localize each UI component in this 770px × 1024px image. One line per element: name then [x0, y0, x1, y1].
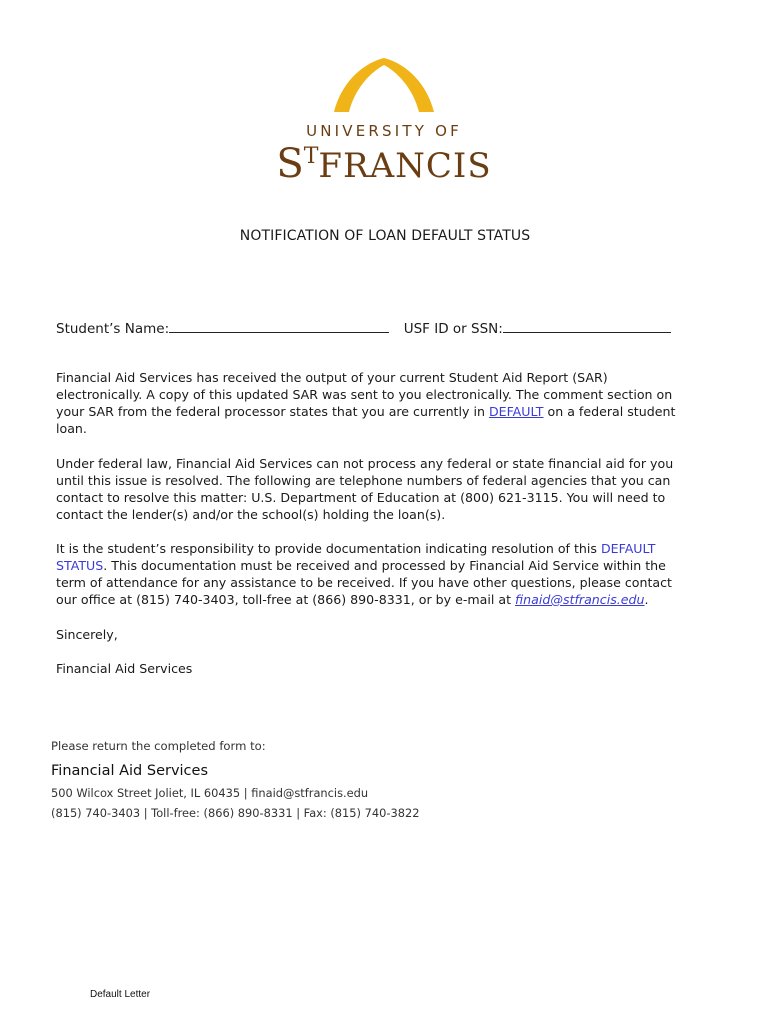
student-info-line — [56, 318, 671, 337]
logo-francis: FRANCIS — [318, 146, 492, 186]
paragraph-responsibility-text: It is the student’s responsibility to provide documentation indicating resolution of this — [56, 541, 601, 556]
university-logo — [252, 58, 517, 186]
page-title: NOTIFICATION OF LOAN DEFAULT STATUS — [239, 228, 531, 244]
default-link[interactable]: DEFAULT — [488, 404, 544, 419]
closing: Sincerely, — [56, 627, 118, 642]
paragraph-sar-text-end: on a federal student loan. — [56, 404, 676, 436]
email-link[interactable]: finaid@stfrancis.edu — [515, 592, 645, 607]
paragraph-sar-text: Financial Aid Services has received the output of your current Student Aid Report (SAR) electronically. A copy of this updated SAR was sent to you electronically. The comment section on your SAR from the federal processor states that you are currently in — [56, 370, 673, 419]
logo-line1: UNIVERSITY OF — [306, 122, 462, 140]
paragraph-sar — [56, 369, 686, 437]
default-status-text: DEFAULT STATUS — [56, 541, 656, 573]
office-phone: (815) 740-3403 | Toll-free: (866) 890-8331 | Fax: (815) 740-3822 — [51, 806, 420, 820]
svg-text:STFRANCIS — [276, 141, 491, 186]
student-name-field[interactable] — [169, 318, 389, 333]
footer-label: Default Letter — [90, 989, 151, 1000]
logo-s: S — [276, 141, 304, 186]
paragraph-responsibility — [56, 540, 686, 608]
office-address: 500 Wilcox Street Joliet, IL 60435 | finaid@stfrancis.edu — [51, 786, 369, 800]
usf-id-label: USF ID or SSN: — [403, 321, 503, 337]
student-name-label: Student’s Name: — [56, 321, 170, 337]
paragraph-responsibility-text-mid: . This documentation must be received and processed by Financial Aid Service within the term of attendance for any assistance to be received. If you have other questions, please contact our office at (815) 740-3403, toll-free at (866) 890-8331, or by e-mail at — [56, 558, 672, 607]
office-name: Financial Aid Services — [51, 763, 209, 779]
logo-t: T — [303, 144, 319, 169]
return-instructions: Please return the completed form to: — [51, 739, 266, 753]
usf-id-field[interactable] — [503, 318, 671, 333]
paragraph-responsibility-text-end: . — [644, 592, 649, 607]
signature: Financial Aid Services — [56, 661, 193, 676]
paragraph-federal-law: Under federal law, Financial Aid Services can not process any federal or state financial aid for you until this issue is resolved. The following are telephone numbers of federal agencies that you can contact to resolve this matter: U.S. Department of Education at (800) 621-3115. You will need to contact the lender(s) and/or the school(s) holding the loan(s). — [56, 456, 674, 522]
logo-arch — [334, 58, 434, 112]
